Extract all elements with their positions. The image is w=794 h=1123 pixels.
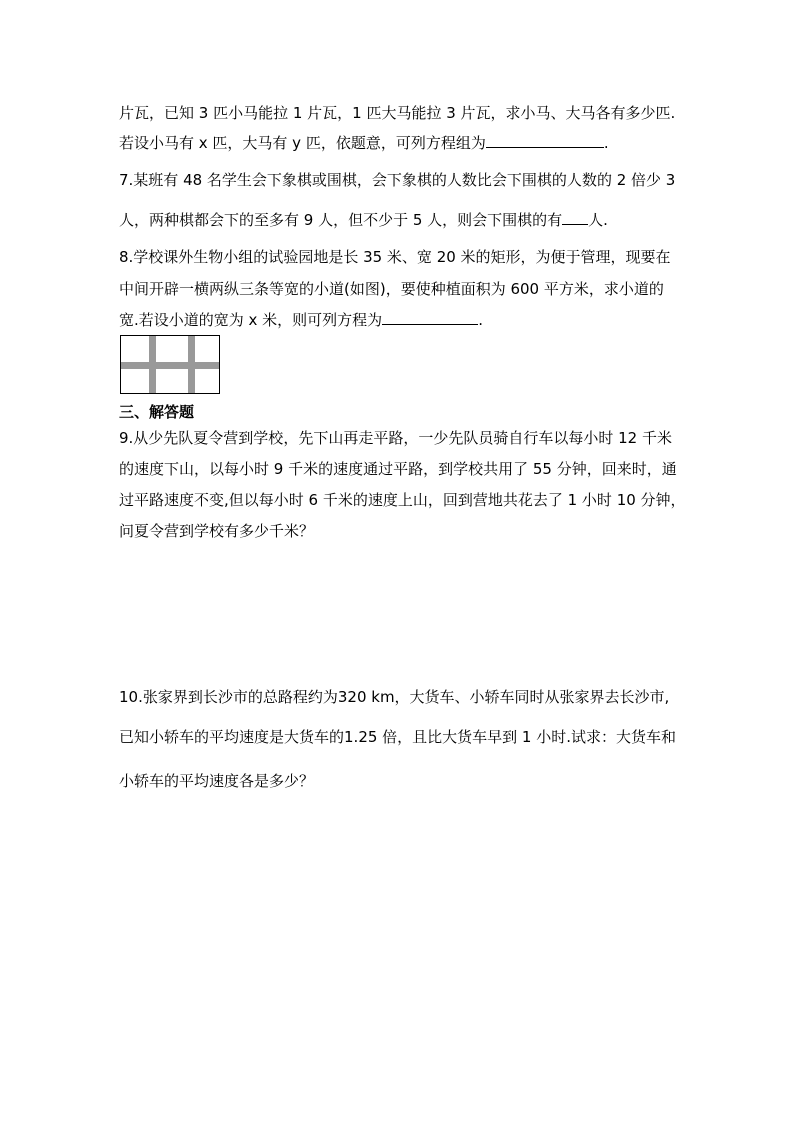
q8-line-1: 8.学校课外生物小组的试验园地是长 35 米、宽 20 米的矩形，为便于管理，现要在 xyxy=(119,248,671,266)
q6-line-1: 片瓦，已知 3 匹小马能拉 1 片瓦，1 匹大马能拉 3 片瓦，求小马、大马各有多少匹. xyxy=(119,104,676,122)
q10-line-3: 小轿车的平均速度各是多少？ xyxy=(119,772,315,790)
q6-answer-blank[interactable] xyxy=(486,133,604,148)
vertical-path-right xyxy=(188,336,195,393)
q10-line-2: 已知小轿车的平均速度是大货车的1.25 倍，且比大货车早到 1 小时.试求：大货车和 xyxy=(119,728,677,746)
q8-line-2: 中间开辟一横两纵三条等宽的小道(如图)，要使种植面积为 600 平方米，求小道的 xyxy=(119,280,664,298)
garden-figure xyxy=(120,335,220,394)
q9-line-3: 过平路速度不变,但以每小时 6 千米的速度上山，回到营地共花去了 1 小时 10 分钟， xyxy=(119,491,686,509)
q6-line-2: 若设小马有 x 匹，大马有 y 匹，依题意，可列方程组为 . xyxy=(119,134,609,152)
q10-line-1: 10.张家界到长沙市的总路程约为320 km，大货车、小轿车同时从张家界去长沙市, xyxy=(119,688,670,706)
q8-line-3: 宽.若设小道的宽为 x 米，则可列方程为 . xyxy=(119,311,483,329)
horizontal-path xyxy=(121,362,219,369)
q9-line-2: 的速度下山，以每小时 9 千米的速度通过平路，到学校共用了 55 分钟，回来时，通 xyxy=(119,460,677,478)
q7-line-2: 人，两种棋都会下的至多有 9 人，但不少于 5 人，则会下围棋的有 人. xyxy=(119,211,608,229)
vertical-path-left xyxy=(149,336,156,393)
q7-answer-blank[interactable] xyxy=(562,210,588,225)
q9-line-4: 问夏令营到学校有多少千米？ xyxy=(119,522,315,540)
q7-line-1: 7.某班有 48 名学生会下象棋或围棋，会下象棋的人数比会下围棋的人数的 2 倍少 3 xyxy=(119,171,676,189)
q8-answer-blank[interactable] xyxy=(382,310,478,325)
q9-line-1: 9.从少先队夏令营到学校，先下山再走平路，一少先队员骑自行车以每小时 12 千米 xyxy=(119,429,672,447)
section-title: 三、解答题 xyxy=(119,403,195,421)
